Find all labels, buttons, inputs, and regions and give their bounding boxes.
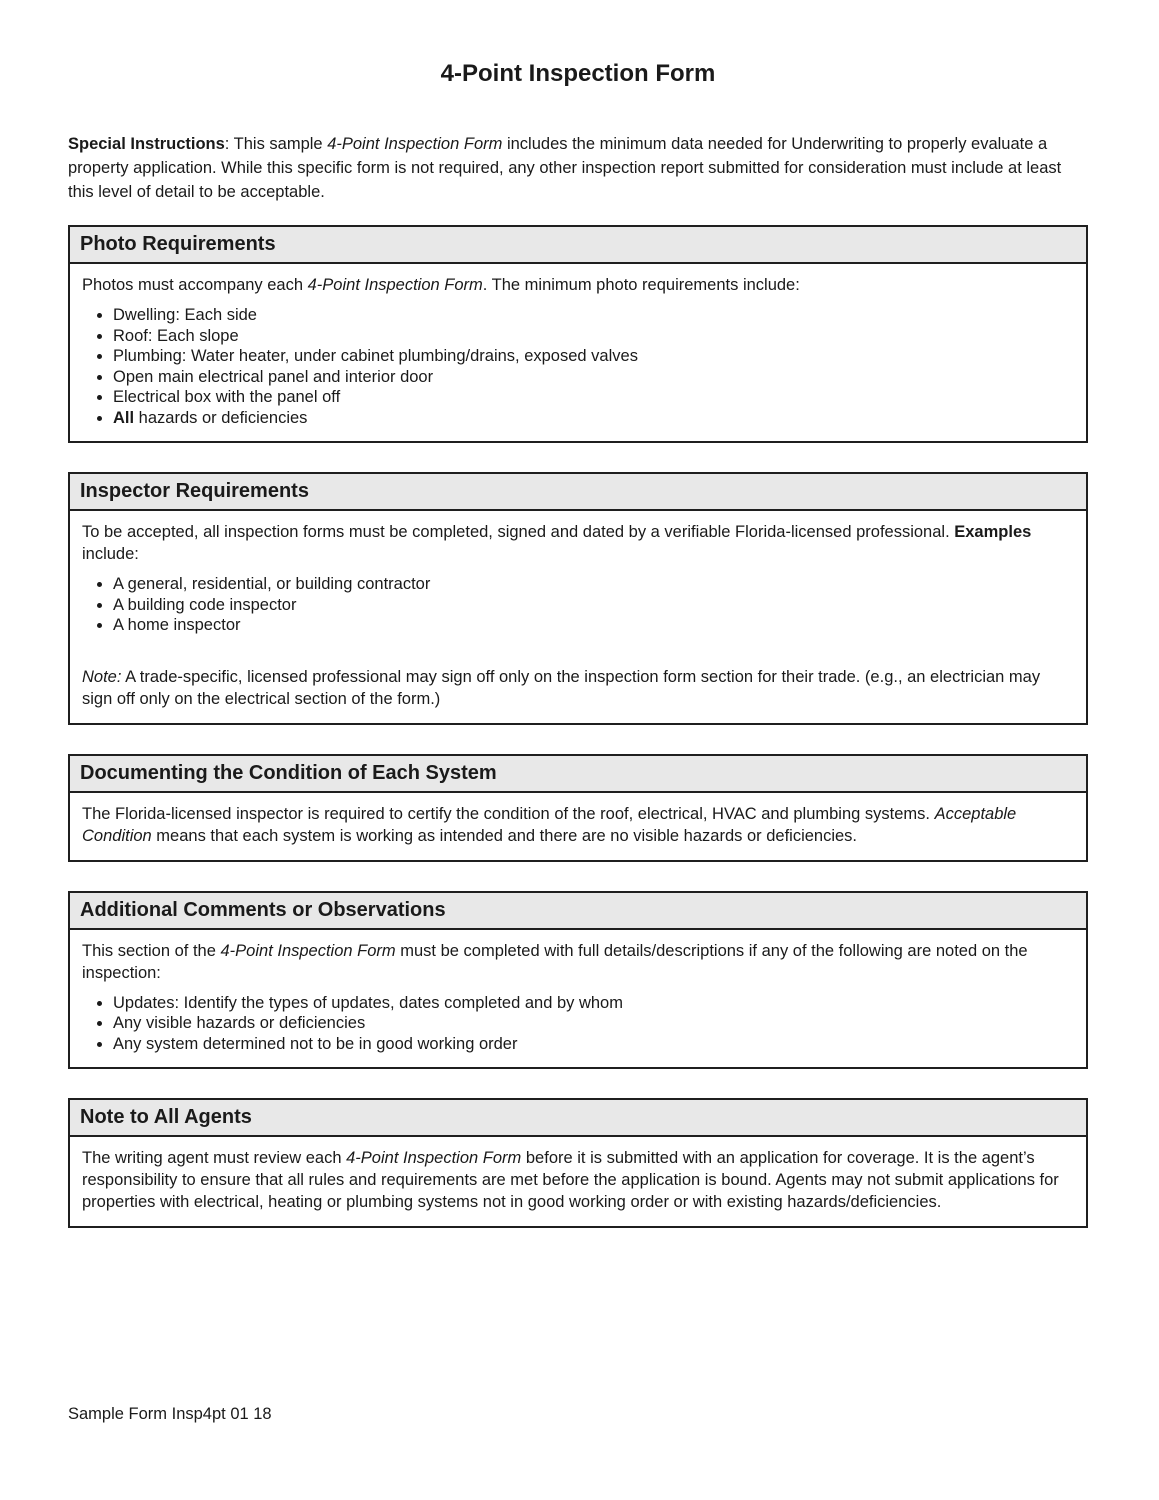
section-header-documenting-condition: Documenting the Condition of Each System (70, 756, 1086, 793)
list-item (113, 367, 1074, 388)
text-segment: A trade-specific, licensed professional may sign off only on the inspection form section for their trade. (e.g., an electrician may sign off only on the electrical section of the form.) (82, 667, 1041, 708)
list-item (113, 326, 1074, 347)
text-segment: must be completed with full details/descriptions if any of the following are noted on the inspection: (82, 941, 1028, 982)
text-segment: hazards or deficiencies (134, 408, 308, 427)
text-segment: 4-Point Inspection Form (220, 941, 396, 960)
text-segment: A home inspector (113, 616, 241, 634)
list-item (113, 574, 1074, 595)
text-segment: A general, residential, or building contractor (113, 575, 431, 593)
photo-requirements-list (82, 305, 1074, 428)
text-segment: 4-Point Inspection Form (327, 135, 503, 153)
text-segment: Acceptable Condition (82, 804, 1017, 845)
additional-comments-intro (82, 940, 1074, 984)
text-segment: includes the minimum data needed for Underwriting to properly evaluate a property application. While this specific form is not required, any other inspection report submitted for consideration must include at least this level of detail to be acceptable. (68, 135, 1062, 201)
text-segment: include: (82, 545, 139, 563)
text-segment: Electrical box with the panel off (113, 388, 341, 406)
page-title: 4-Point Inspection Form (440, 60, 716, 87)
text-segment: Special Instructions (68, 135, 225, 153)
section-header-inspector-requirements: Inspector Requirements (70, 474, 1086, 511)
section-photo-requirements (68, 225, 1088, 443)
list-item (113, 305, 1074, 326)
list-item (113, 387, 1074, 408)
text-segment: Open main electrical panel and interior door (113, 367, 434, 386)
additional-comments-list (82, 993, 1074, 1055)
section-body-note-to-all-agents (70, 1137, 1086, 1226)
section-documenting-condition (68, 754, 1088, 862)
inspector-requirements-note (82, 666, 1074, 710)
text-segment: Photos must accompany each (82, 276, 308, 294)
list-item (113, 1013, 1074, 1034)
text-segment: Note: (82, 667, 122, 686)
text-segment: before it is submitted with an application for coverage. It is the agent’s responsibility to ensure that all rules and requirements are met before the application is bound. Agents may not submit applications for properties with electrical, heating or plumbing systems not in good working order or with existing hazards/deficiencies. (82, 1149, 1059, 1211)
list-item (113, 408, 1074, 429)
inspector-requirements-intro (82, 521, 1074, 565)
text-segment: Roof: Each slope (113, 326, 239, 345)
section-body-documenting-condition (70, 793, 1086, 860)
section-header-photo-requirements: Photo Requirements (70, 227, 1086, 264)
documenting-condition-paragraph (82, 803, 1074, 847)
text-segment: All (113, 408, 135, 427)
photo-requirements-intro (82, 274, 1074, 296)
section-additional-comments (68, 891, 1088, 1070)
text-segment: Examples (954, 523, 1032, 541)
list-item (113, 615, 1074, 636)
section-body-photo-requirements (70, 264, 1086, 441)
list-item (113, 993, 1074, 1014)
section-body-inspector-requirements (70, 511, 1086, 723)
text-segment: . The minimum photo requirements include: (482, 276, 800, 294)
text-segment: Any system determined not to be in good working order (113, 1034, 518, 1053)
section-body-additional-comments (70, 930, 1086, 1068)
section-note-to-all-agents (68, 1098, 1088, 1228)
footer-form-id: Sample Form Insp4pt 01 18 (68, 1405, 272, 1423)
text-segment: Dwelling: Each side (113, 306, 257, 324)
text-segment: The Florida-licensed inspector is required to certify the condition of the roof, electrical, HVAC and plumbing systems. (82, 804, 935, 823)
special-instructions-paragraph (68, 132, 1088, 204)
list-item (113, 346, 1074, 367)
text-segment: Updates: Identify the types of updates, dates completed and by whom (113, 993, 623, 1012)
text-segment: Plumbing: Water heater, under cabinet plumbing/drains, exposed valves (113, 347, 638, 365)
section-header-additional-comments: Additional Comments or Observations (70, 893, 1086, 930)
section-header-note-to-all-agents: Note to All Agents (70, 1100, 1086, 1137)
text-segment: To be accepted, all inspection forms must be completed, signed and dated by a verifiable Florida-licensed professional. (82, 523, 955, 541)
text-segment: A building code inspector (113, 595, 297, 614)
text-segment: 4-Point Inspection Form (307, 276, 483, 294)
list-item (113, 1034, 1074, 1055)
text-segment: 4-Point Inspection Form (346, 1149, 522, 1167)
section-inspector-requirements (68, 472, 1088, 725)
text-segment: : This sample (224, 135, 328, 153)
text-segment: The writing agent must review each (82, 1149, 347, 1167)
text-segment: means that each system is working as intended and there are no visible hazards or deficiencies. (151, 826, 858, 845)
note-to-all-agents-paragraph (82, 1147, 1074, 1213)
list-item (113, 595, 1074, 616)
text-segment: Any visible hazards or deficiencies (113, 1014, 366, 1032)
inspector-requirements-list (82, 574, 1074, 636)
text-segment: This section of the (82, 941, 221, 960)
